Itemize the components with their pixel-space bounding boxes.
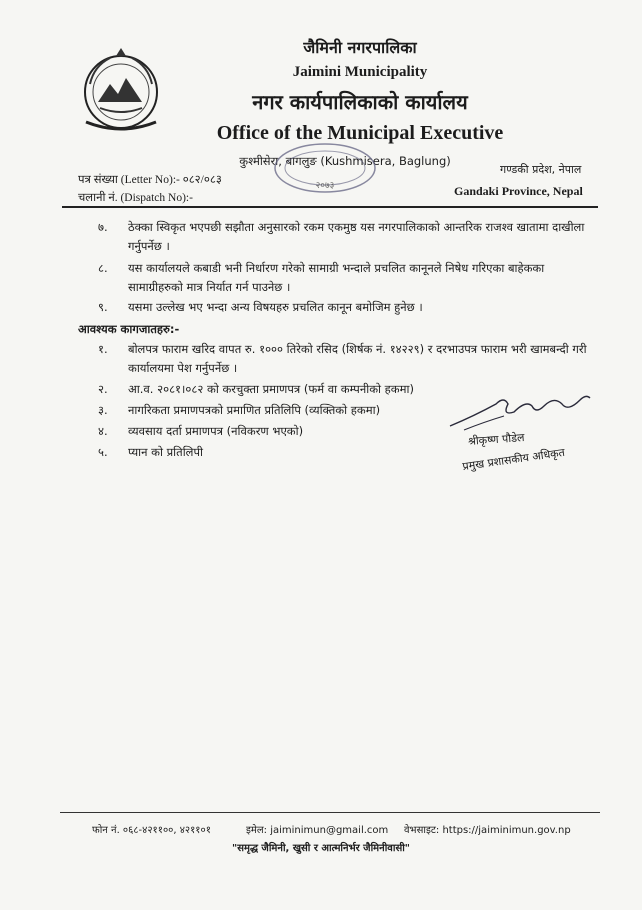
municipality-name-np: जैमिनी नगरपालिका xyxy=(303,38,417,57)
document-item xyxy=(98,380,498,400)
footer-divider xyxy=(60,812,600,813)
signatory-title: प्रमुख प्रशासकीय अधिकृत xyxy=(461,445,566,474)
municipality-name-en: Jaimini Municipality xyxy=(292,64,428,80)
document-item xyxy=(98,340,598,380)
document-number: ५. xyxy=(98,445,108,459)
document-text: आ.व. २०८१।०८२ को करचुक्ता प्रमाणपत्र (फर्म वा कम्पनीको हकमा) xyxy=(128,382,414,396)
province-np: गण्डकी प्रदेश, नेपाल xyxy=(500,163,582,176)
document-number: १. xyxy=(98,342,108,356)
clause-text: यस कार्यालयले कबाडी भनी निर्धारण गरेको सामाग्री भन्दाले प्रचलित कानूनले निषेध गरिएका बाहेकका xyxy=(128,261,545,275)
clause-text: गर्नुपर्नेछ । xyxy=(128,239,170,253)
clause-text: सामाग्रीहरुको मात्र निर्यात गर्न पाउनेछ । xyxy=(128,280,291,294)
document-text: नागरिकता प्रमाणपत्रको प्रमाणित प्रतिलिपि (व्यक्तिको हकमा) xyxy=(128,403,381,417)
document-item xyxy=(98,443,498,463)
document-number: ४. xyxy=(98,424,108,438)
stamp-year: २०७३ xyxy=(315,181,335,191)
document-item xyxy=(98,422,498,442)
clause-item xyxy=(98,218,598,258)
clause-item xyxy=(98,298,598,318)
handwritten-signature-icon xyxy=(444,386,594,436)
nepal-government-emblem-icon xyxy=(80,44,162,136)
footer-phone: फोन नं. ०६८-४२११००, ४२११०१ xyxy=(92,825,211,836)
clause-number: ७. xyxy=(98,220,108,234)
clause-number: ९. xyxy=(98,300,108,314)
document-text: प्यान को प्रतिलिपी xyxy=(128,445,203,459)
office-address: कुश्मीसेरा, बागलुङ (Kushmisera, Baglung) xyxy=(239,154,451,168)
document-text: बोलपत्र फाराम खरिद वापत रु. १००० तिरेको रसिद (शिर्षक नं. १४२२९) र दरभाउपत्र फाराम भरी खामबन्दी गरी xyxy=(128,342,587,356)
dispatch-number: चलानी नं. (Dispatch No):- xyxy=(78,192,193,204)
signatory-name: श्रीकृष्ण पौडेल xyxy=(467,431,525,448)
document-item xyxy=(98,401,498,421)
footer-email: इमेल: jaiminimun@gmail.com xyxy=(246,825,389,836)
footer-slogan: "समृद्ध जैमिनी, खुसी र आत्मनिर्भर जैमिनीवासी" xyxy=(232,843,411,854)
document-number: २. xyxy=(98,382,108,396)
document-text: व्यवसाय दर्ता प्रमाणपत्र (नविकरण भएको) xyxy=(128,424,304,438)
letter-number: पत्र संख्या (Letter No):- ०८२/०८३ xyxy=(78,174,222,186)
header-divider xyxy=(62,206,598,208)
clause-item xyxy=(98,259,598,299)
documents-heading: आवश्यक कागजातहरु:- xyxy=(78,322,180,336)
office-name-en: Office of the Municipal Executive xyxy=(216,122,504,144)
document-text: कार्यालयमा पेश गर्नुपर्नेछ । xyxy=(128,361,238,375)
clause-text: ठेक्का स्विकृत भएपछी सझौता अनुसारको रकम एकमुष्ठ यस नगरपालिकाको आन्तरिक राजश्व खातामा दाखीला xyxy=(128,220,585,234)
clause-number: ८. xyxy=(98,261,108,275)
office-name-np: नगर कार्यपालिकाको कार्यालय xyxy=(252,90,468,114)
clause-text: यसमा उल्लेख भए भन्दा अन्य विषयहरु प्रचलित कानून बमोजिम हुनेछ । xyxy=(128,300,423,314)
document-number: ३. xyxy=(98,403,108,417)
footer-website: वेभसाइट: https://jaiminimun.gov.np xyxy=(404,825,571,836)
office-stamp-icon xyxy=(270,140,380,196)
province-en: Gandaki Province, Nepal xyxy=(454,184,583,198)
